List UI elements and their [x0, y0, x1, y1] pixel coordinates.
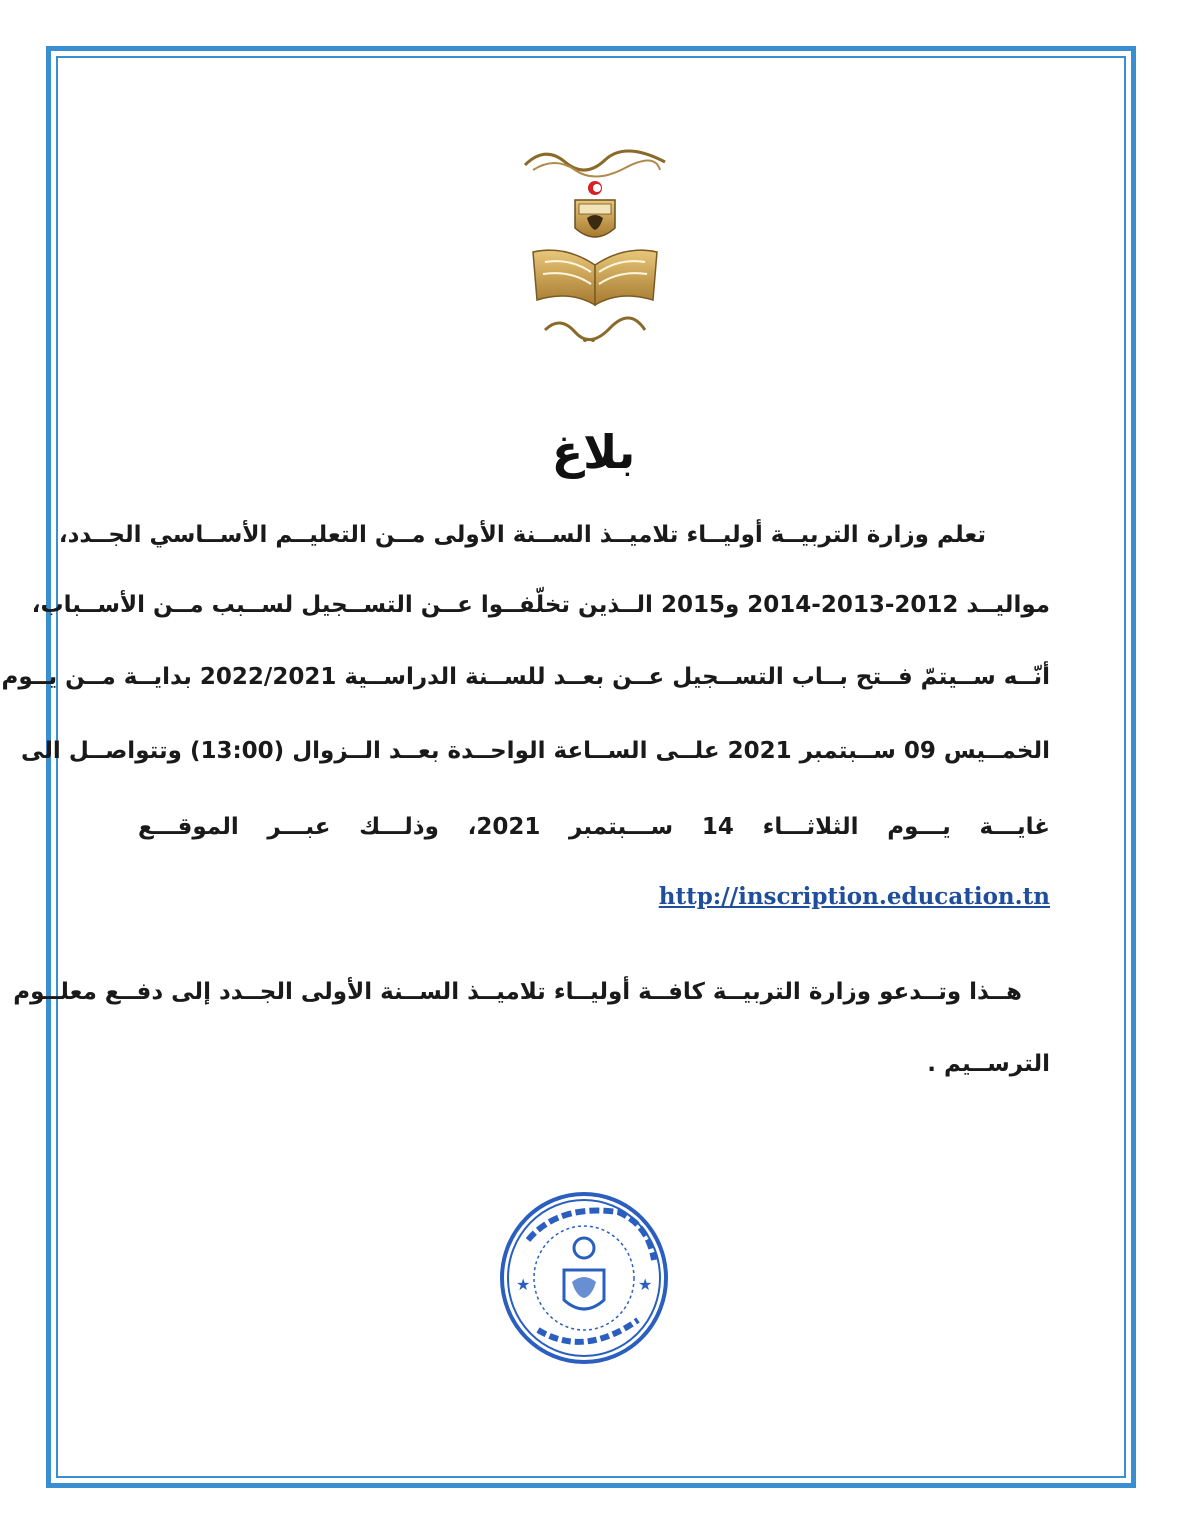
announcement-title: بلاغ	[551, 425, 636, 479]
svg-text:★: ★	[638, 1275, 653, 1294]
registration-link[interactable]: http://inscription.education.tn	[658, 883, 1050, 910]
ministry-logo	[515, 140, 675, 355]
body-line-4: الخمــيس 09 ســبتمبر 2021 علــى الســاعة الواحــدة بعــد الــزوال (13:00) وتتواصــل الى	[21, 738, 1050, 764]
body-line-5: غايـــة يـــوم الثلاثـــاء 14 ســـبتمبر 2021، وذلـــك عبـــر الموقـــع	[138, 814, 1050, 840]
svg-text:★: ★	[516, 1275, 531, 1294]
body-line-2: مواليــد 2012-2013-2014 و2015 الــذين تخلّفــوا عــن التســجيل لســبب مــن الأســباب،	[31, 592, 1050, 618]
link-row	[138, 883, 1050, 923]
closing-line-2: الترســيم .	[927, 1051, 1050, 1077]
body-line-3: أنّــه ســيتمّ فــتح بــاب التســجيل عــن بعــد للســنة الدراســية 2022/2021 بدايــة مــن يــوم	[1, 664, 1050, 690]
body-line-1: تعلم وزارة التربيــة أوليــاء تلاميــذ الســنة الأولى مــن التعليــم الأســاسي الجــدد،	[58, 522, 986, 548]
ministry-seal-stamp	[498, 1190, 670, 1365]
closing-line-1: هــذا وتــدعو وزارة التربيــة كافــة أوليــاء تلاميــذ الســنة الأولى الجــدد إلى دفــع معلــوم	[13, 979, 1022, 1005]
